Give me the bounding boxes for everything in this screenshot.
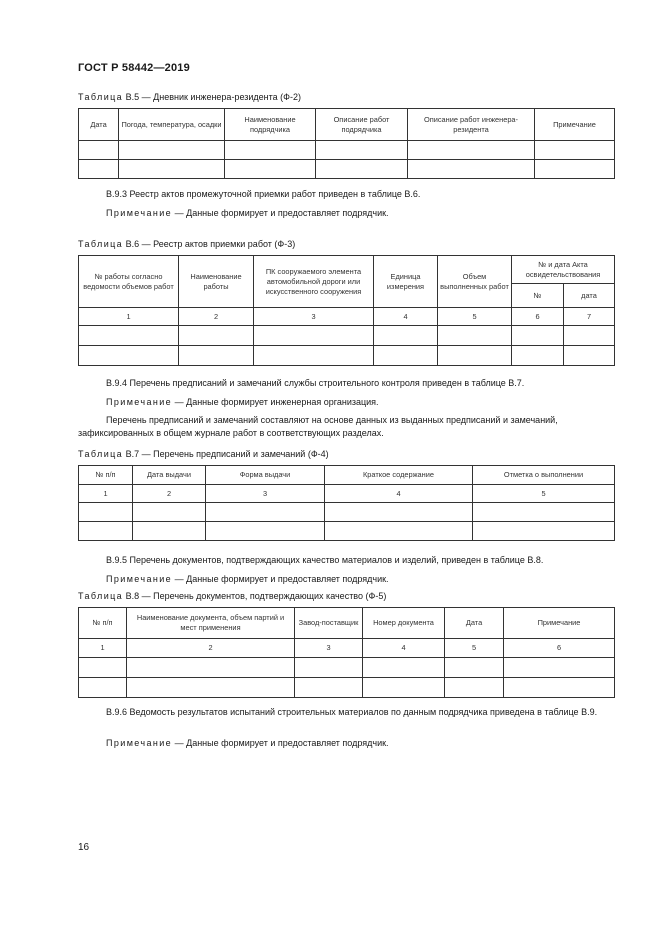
column-number: 6 <box>504 639 615 658</box>
table-title: — Дневник инженера-резидента (Ф-2) <box>141 92 301 102</box>
table-row <box>79 658 615 678</box>
header-cell: Единица измерения <box>374 256 438 308</box>
page-number: 16 <box>78 842 90 853</box>
note-text: — Данные формирует и предоставляет подрядчик. <box>174 208 389 218</box>
header-cell: Примечание <box>504 608 615 639</box>
column-number: 3 <box>254 308 374 326</box>
column-number: 5 <box>473 485 615 503</box>
note-b93 <box>78 207 614 220</box>
column-number: 6 <box>512 308 564 326</box>
header-cell: Погода, температура, осадки <box>119 109 225 141</box>
table-row <box>79 522 615 541</box>
header-cell: Дата <box>445 608 504 639</box>
header-cell: № <box>512 284 564 308</box>
note-text: — Данные формирует инженерная организация. <box>174 397 379 407</box>
table-row <box>79 503 615 522</box>
paragraph-b94: В.9.4 Перечень предписаний и замечаний службы строительного контроля приведен в таблице В.7. <box>106 378 525 388</box>
table-b5 <box>78 108 615 179</box>
table-title: — Перечень предписаний и замечаний (Ф-4) <box>141 449 329 459</box>
note-b96 <box>78 737 614 750</box>
note-word: Примечание <box>106 208 173 218</box>
note-word: Примечание <box>106 397 173 407</box>
column-number: 1 <box>79 308 179 326</box>
table-word: Таблица <box>78 239 124 249</box>
table-caption-b7 <box>78 449 329 459</box>
column-number: 4 <box>374 308 438 326</box>
column-number: 4 <box>363 639 445 658</box>
table-word: Таблица <box>78 92 124 102</box>
column-number: 7 <box>564 308 615 326</box>
table-label: В.7 <box>125 449 140 459</box>
table-title: — Реестр актов приемки работ (Ф-3) <box>141 239 296 249</box>
table-row <box>79 326 615 346</box>
table-row <box>79 141 615 160</box>
note-b94 <box>78 396 614 409</box>
note-text: — Данные формирует и предоставляет подрядчик. <box>174 574 389 584</box>
document-header: ГОСТ Р 58442—2019 <box>78 62 190 74</box>
note-text: — Данные формирует и предоставляет подрядчик. <box>174 738 389 748</box>
header-cell: № п/п <box>79 608 127 639</box>
table-label: В.8 <box>125 591 140 601</box>
header-cell: Объем выполненных работ <box>438 256 512 308</box>
header-cell: Наименование документа, объем партий и мест применения <box>127 608 295 639</box>
note-word: Примечание <box>106 738 173 748</box>
table-word: Таблица <box>78 591 124 601</box>
header-cell: Примечание <box>535 109 615 141</box>
column-number: 4 <box>325 485 473 503</box>
column-number: 2 <box>133 485 206 503</box>
header-cell: Наименование работы <box>179 256 254 308</box>
paragraph-b95: В.9.5 Перечень документов, подтверждающих качество материалов и изделий, приведен в таблице В.8. <box>106 555 544 565</box>
note-word: Примечание <box>106 574 173 584</box>
table-b8 <box>78 607 615 698</box>
column-number: 3 <box>206 485 325 503</box>
table-word: Таблица <box>78 449 124 459</box>
header-cell: Описание работ инженера-резидента <box>408 109 535 141</box>
table-label: В.5 <box>125 92 140 102</box>
header-cell: Дата <box>79 109 119 141</box>
header-cell: ПК сооружаемого элемента автомобильной дороги или искусственного сооружения <box>254 256 374 308</box>
header-cell: дата <box>564 284 615 308</box>
paragraph-b96: В.9.6 Ведомость результатов испытаний строительных материалов по данным подрядчика приведена в таблице В.9. <box>106 707 598 717</box>
note-b95 <box>78 573 614 586</box>
header-cell: Форма выдачи <box>206 466 325 485</box>
column-number: 2 <box>127 639 295 658</box>
table-b6 <box>78 255 615 366</box>
header-cell: № и дата Акта освидетельствования <box>512 256 615 284</box>
header-cell: Дата выдачи <box>133 466 206 485</box>
table-row <box>79 160 615 179</box>
header-cell: Номер документа <box>363 608 445 639</box>
column-number: 5 <box>445 639 504 658</box>
paragraph-b94-detail: Перечень предписаний и замечаний составляют на основе данных из выданных предписаний и замечаний, зафиксированных в общем журнале работ в соответствующих разделах. <box>78 415 558 438</box>
column-number: 2 <box>179 308 254 326</box>
column-number: 1 <box>79 639 127 658</box>
table-title: — Перечень документов, подтверждающих качество (Ф-5) <box>141 591 387 601</box>
header-cell: Отметка о выполнении <box>473 466 615 485</box>
table-caption-b5 <box>78 92 301 102</box>
header-cell: № работы согласно ведомости объемов работ <box>79 256 179 308</box>
column-number: 5 <box>438 308 512 326</box>
column-number: 1 <box>79 485 133 503</box>
table-caption-b6 <box>78 239 295 249</box>
header-cell: Описание работ подрядчика <box>316 109 408 141</box>
table-row <box>79 346 615 366</box>
table-caption-b8 <box>78 591 386 601</box>
table-row <box>79 678 615 698</box>
header-cell: Завод-поставщик <box>295 608 363 639</box>
table-label: В.6 <box>125 239 140 249</box>
header-cell: Наименование подрядчика <box>225 109 316 141</box>
header-cell: Краткое содержание <box>325 466 473 485</box>
paragraph-b93: В.9.3 Реестр актов промежуточной приемки работ приведен в таблице В.6. <box>106 189 421 199</box>
table-b7 <box>78 465 615 541</box>
column-number: 3 <box>295 639 363 658</box>
header-cell: № п/п <box>79 466 133 485</box>
